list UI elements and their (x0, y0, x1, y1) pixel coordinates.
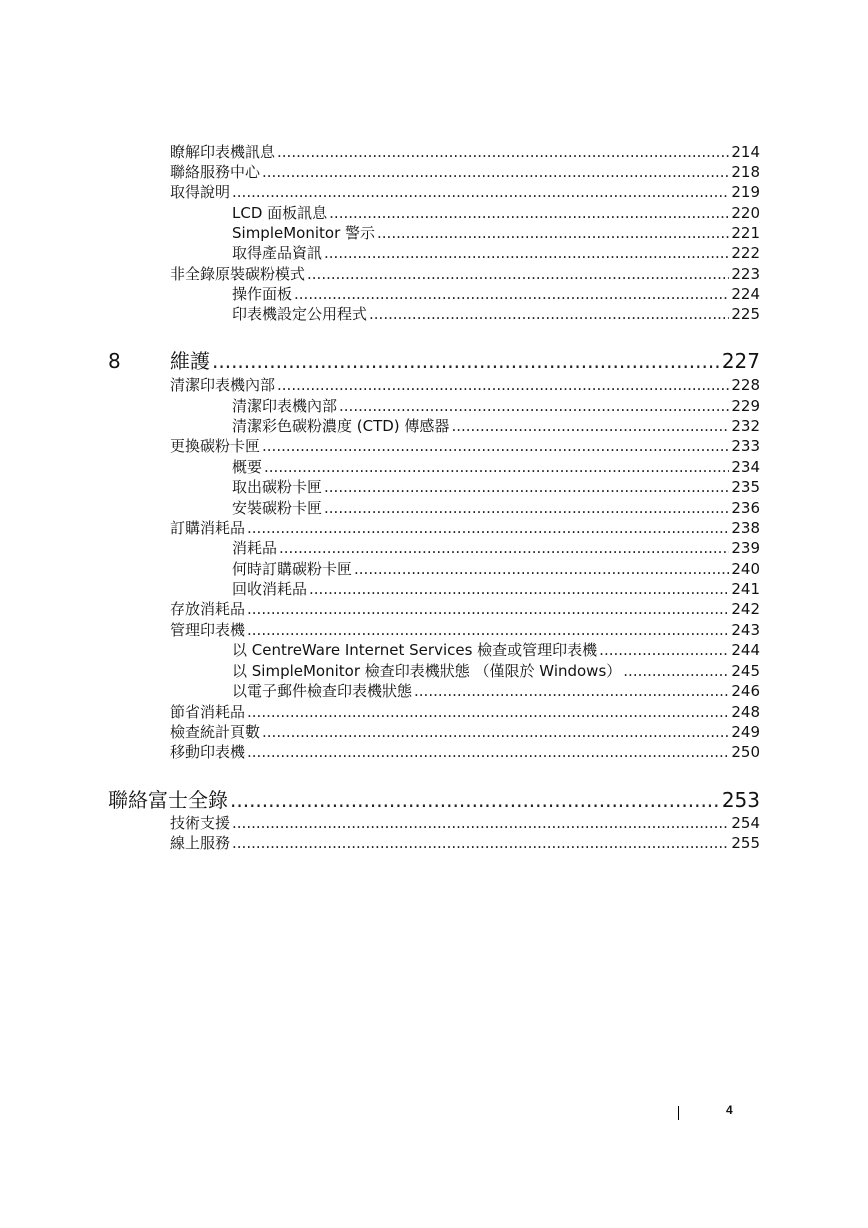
dot-leader (294, 284, 729, 304)
appendix-title: 聯絡富士全錄 (108, 788, 228, 812)
toc-entry-page: 234 (731, 458, 760, 476)
toc-entry-title: LCD 面板訊息 (232, 204, 328, 222)
toc-entry-title: 節省消耗品 (170, 703, 246, 721)
dot-leader (212, 348, 720, 374)
toc-entry[interactable] (170, 742, 760, 762)
toc-subentry[interactable] (232, 396, 760, 416)
dot-leader (232, 182, 729, 202)
chapter-page: 227 (721, 349, 760, 373)
toc-entry-title: 訂購消耗品 (170, 519, 246, 537)
toc-entry-title: 以電子郵件檢查印表機狀態 (232, 682, 413, 700)
toc-entry-title: 存放消耗品 (170, 600, 246, 618)
toc-subentry[interactable] (232, 559, 760, 579)
toc-entry[interactable] (170, 518, 760, 538)
toc-subentry[interactable] (232, 304, 760, 324)
chapter-heading[interactable] (170, 348, 760, 374)
toc-entry-title: 清潔印表機內部 (232, 397, 338, 415)
toc-entry-page: 245 (731, 662, 760, 680)
toc-entry-title: 取得產品資訊 (232, 244, 323, 262)
toc-entry-title: 何時訂購碳粉卡匣 (232, 560, 353, 578)
toc-entry-title: 非全錄原裝碳粉模式 (170, 265, 306, 283)
toc-entry[interactable] (170, 162, 760, 182)
toc-entry-title: 更換碳粉卡匣 (170, 437, 261, 455)
dot-leader (623, 661, 729, 681)
toc-entry-title: 檢查統計頁數 (170, 723, 261, 741)
toc-entry-page: 225 (731, 305, 760, 323)
dot-leader (279, 538, 729, 558)
dot-leader (262, 162, 729, 182)
dot-leader (247, 620, 729, 640)
toc-entry-title: 回收消耗品 (232, 580, 308, 598)
dot-leader (324, 477, 729, 497)
toc-subentry[interactable] (232, 203, 760, 223)
chapter-title: 維護 (170, 349, 210, 373)
toc-entry-page: 239 (731, 539, 760, 557)
toc-entry-page: 238 (731, 519, 760, 537)
toc-entry-page: 219 (731, 183, 760, 201)
toc-entry-page: 254 (731, 814, 760, 832)
dot-leader (262, 722, 729, 742)
dot-leader (264, 457, 729, 477)
toc-entry-title: 清潔彩色碳粉濃度 (CTD) 傳感器 (232, 417, 450, 435)
dot-leader (277, 142, 729, 162)
toc-entry[interactable] (170, 436, 760, 456)
toc-subentry[interactable] (232, 243, 760, 263)
appendix-page: 253 (721, 788, 760, 812)
toc-entry-page: 222 (731, 244, 760, 262)
dot-leader (414, 681, 729, 701)
toc-entry-page: 242 (731, 600, 760, 618)
dot-leader (377, 223, 729, 243)
toc-entry[interactable] (170, 722, 760, 742)
toc-entry[interactable] (170, 620, 760, 640)
toc-entry-page: 241 (731, 580, 760, 598)
dot-leader (369, 304, 729, 324)
toc-entry-page: 221 (731, 224, 760, 242)
toc-subentry[interactable] (232, 640, 760, 660)
dot-leader (230, 787, 720, 813)
toc-entry-title: 消耗品 (232, 539, 278, 557)
dot-leader (262, 436, 729, 456)
toc-entry-page: 250 (731, 743, 760, 761)
toc-subentry[interactable] (232, 416, 760, 436)
toc-entry-title: 取出碳粉卡匣 (232, 478, 323, 496)
toc-entry-page: 229 (731, 397, 760, 415)
toc-subentry[interactable] (232, 538, 760, 558)
dot-leader (309, 579, 729, 599)
dot-leader (329, 203, 729, 223)
toc-entry-page: 220 (731, 204, 760, 222)
toc-entry-title: 線上服務 (170, 834, 231, 852)
toc-entry-page: 240 (731, 560, 760, 578)
toc-entry-page: 223 (731, 265, 760, 283)
toc-entry-title: 安裝碳粉卡匣 (232, 499, 323, 517)
toc-subentry[interactable] (232, 457, 760, 477)
toc-entry[interactable] (170, 702, 760, 722)
toc-entry-page: 233 (731, 437, 760, 455)
dot-leader (277, 375, 729, 395)
dot-leader (247, 702, 729, 722)
toc-entry-page: 244 (731, 641, 760, 659)
dot-leader (324, 243, 729, 263)
toc-entry-title: 印表機設定公用程式 (232, 305, 368, 323)
toc-entry[interactable] (170, 599, 760, 619)
dot-leader (354, 559, 729, 579)
toc-entry[interactable] (170, 264, 760, 284)
dot-leader (307, 264, 729, 284)
toc-entry-title: 取得說明 (170, 183, 231, 201)
toc-subentry[interactable] (232, 284, 760, 304)
dot-leader (599, 640, 729, 660)
dot-leader (339, 396, 729, 416)
toc-entry-title: 概要 (232, 458, 263, 476)
toc-entry-page: 248 (731, 703, 760, 721)
toc-entry-page: 218 (731, 163, 760, 181)
appendix-heading[interactable] (108, 787, 760, 813)
toc-entry-title: SimpleMonitor 警示 (232, 224, 376, 242)
toc-subentry[interactable] (232, 661, 760, 681)
toc-entry-page: 246 (731, 682, 760, 700)
toc-subentry[interactable] (232, 681, 760, 701)
toc-subentry[interactable] (232, 498, 760, 518)
toc-entry-page: 224 (731, 285, 760, 303)
toc-entry-title: 以 SimpleMonitor 檢查印表機狀態 （僅限於 Windows） (232, 662, 622, 680)
toc-entry[interactable] (170, 833, 760, 853)
dot-leader (232, 813, 729, 833)
dot-leader (247, 599, 729, 619)
toc-entry-title: 技術支援 (170, 814, 231, 832)
toc-entry[interactable] (170, 375, 760, 395)
toc-entry-page: 232 (731, 417, 760, 435)
toc-entry-title: 管理印表機 (170, 621, 246, 639)
toc-entry-title: 聯絡服務中心 (170, 163, 261, 181)
toc-entry-page: 228 (731, 376, 760, 394)
toc-entry-title: 操作面板 (232, 285, 293, 303)
toc-entry-page: 214 (731, 143, 760, 161)
dot-leader (451, 416, 729, 436)
footer-divider (678, 1106, 679, 1120)
dot-leader (232, 833, 729, 853)
dot-leader (247, 518, 729, 538)
toc-entry[interactable] (170, 142, 760, 162)
toc-entry-page: 236 (731, 499, 760, 517)
chapter-number: 8 (108, 349, 121, 373)
toc-entry[interactable] (170, 813, 760, 833)
toc-entry-title: 瞭解印表機訊息 (170, 143, 276, 161)
toc-entry-page: 243 (731, 621, 760, 639)
toc-entry-page: 255 (731, 834, 760, 852)
footer-page-number: 4 (726, 1103, 733, 1117)
toc-entry-page: 249 (731, 723, 760, 741)
toc-entry-title: 清潔印表機內部 (170, 376, 276, 394)
dot-leader (247, 742, 729, 762)
toc-entry[interactable] (170, 182, 760, 202)
toc-entry-title: 移動印表機 (170, 743, 246, 761)
dot-leader (324, 498, 729, 518)
toc-entry-page: 235 (731, 478, 760, 496)
toc-subentry[interactable] (232, 579, 760, 599)
toc-entry-title: 以 CentreWare Internet Services 檢查或管理印表機 (232, 641, 598, 659)
toc-subentry[interactable] (232, 477, 760, 497)
toc-subentry[interactable] (232, 223, 760, 243)
